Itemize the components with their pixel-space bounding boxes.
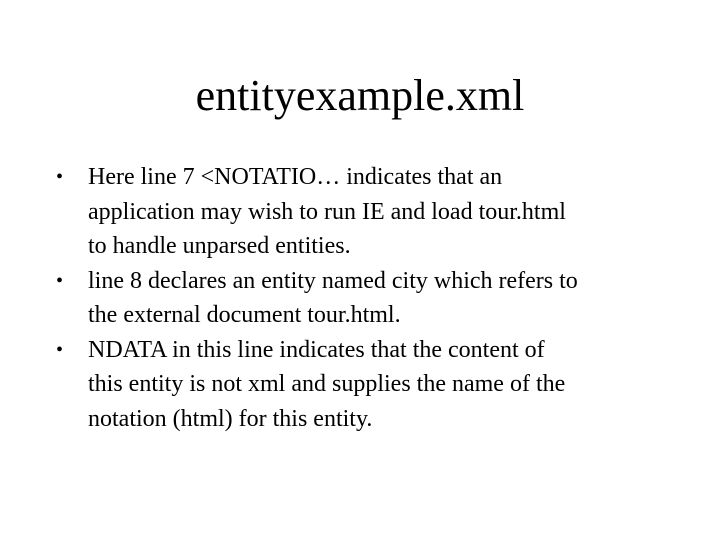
- bullet-dot-icon: •: [56, 269, 64, 292]
- bullet-item: [56, 264, 696, 333]
- bullet-text-line: this entity is not xml and supplies the name of the: [88, 371, 566, 397]
- bullet-text-line: the external document tour.html.: [88, 302, 401, 328]
- bullet-text-line: Here line 7 <NOTATIO… indicates that an: [88, 164, 503, 190]
- bullet-item: [56, 160, 696, 264]
- bullet-dot-icon: •: [56, 166, 64, 188]
- bullet-text-line: NDATA in this line indicates that the content of: [88, 336, 545, 363]
- slide-title: entityexample.xml: [195, 71, 525, 120]
- bullet-text-line: to handle unparsed entities.: [88, 233, 351, 259]
- bullet-text-line: line 8 declares an entity named city which refers to: [88, 267, 578, 294]
- bullet-text-line: notation (html) for this entity.: [88, 405, 373, 432]
- bullet-dot-icon: •: [56, 338, 64, 361]
- bullet-item: [56, 333, 696, 437]
- bullet-text-line: application may wish to run IE and load tour.html: [88, 198, 566, 225]
- bullet-list: [56, 160, 696, 436]
